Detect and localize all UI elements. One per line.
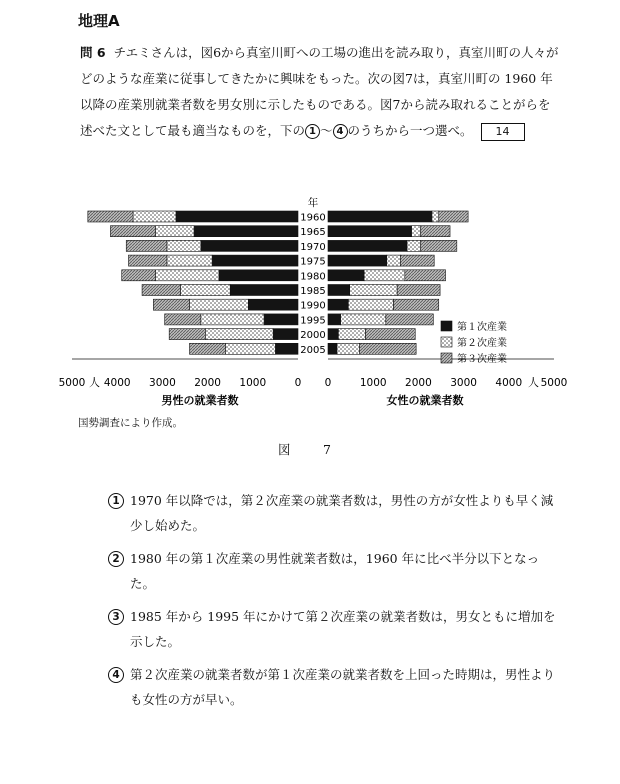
year-label-1995: 1995 bbox=[300, 315, 326, 327]
bar-male-2005-s2 bbox=[226, 343, 276, 354]
year-axis-label: 年 bbox=[307, 197, 319, 209]
bar-male-1960-s2 bbox=[133, 211, 176, 222]
bar-female-1960-s2 bbox=[432, 211, 439, 222]
bar-female-1965-s3 bbox=[421, 226, 450, 237]
year-label-2000: 2000 bbox=[300, 330, 326, 342]
bar-male-1960-s3 bbox=[88, 211, 133, 222]
year-label-1970: 1970 bbox=[300, 241, 326, 253]
option-1-text: 1970 年以降では，第２次産業の就業者数は，男性の方が女性よりも早く減少し始めた。 bbox=[130, 493, 554, 533]
male-tick-0: 0 bbox=[294, 377, 302, 389]
bar-female-1990-s2 bbox=[348, 299, 393, 310]
legend-swatch-tertiary bbox=[441, 353, 452, 363]
bar-male-1975-s1 bbox=[212, 255, 298, 266]
bar-female-1970-s1 bbox=[328, 240, 407, 251]
male-axis-label: 男性の就業者数 bbox=[161, 394, 239, 407]
answer-box[interactable]: 14 bbox=[481, 123, 525, 141]
bar-male-1970-s1 bbox=[201, 240, 298, 251]
option-4-text: 第２次産業の就業者数が第１次産業の就業者数を上回った時期は，男性よりも女性の方が早い。 bbox=[130, 667, 556, 707]
option-1[interactable] bbox=[108, 488, 558, 538]
year-label-2005: 2005 bbox=[300, 344, 326, 356]
female-axis-label: 女性の就業者数 bbox=[386, 394, 464, 407]
bar-male-1970-s3 bbox=[126, 240, 167, 251]
bar-male-1985-s1 bbox=[230, 285, 298, 296]
option-3-marker: 3 bbox=[108, 609, 124, 625]
bar-male-1995-s2 bbox=[201, 314, 264, 325]
male-tick-2000: 2000 bbox=[194, 377, 221, 389]
figure-source-note: 国勢調査により作成。 bbox=[78, 417, 183, 429]
male-tick-3000: 3000 bbox=[149, 377, 176, 389]
bar-male-1975-s2 bbox=[167, 255, 212, 266]
question-text-end: のうちから一つ選べ。 bbox=[347, 123, 473, 138]
bar-female-1960-s1 bbox=[328, 211, 432, 222]
bar-female-1990-s3 bbox=[394, 299, 439, 310]
bar-male-1990-s1 bbox=[248, 299, 298, 310]
unit-label-left: 人 bbox=[89, 376, 100, 389]
male-tick-4000: 4000 bbox=[103, 377, 131, 389]
bar-female-2005-s3 bbox=[360, 343, 417, 354]
bar-female-1980-s2 bbox=[364, 270, 405, 281]
option-3-text: 1985 年から 1995 年にかけて第２次産業の就業者数は，男女ともに増加を示した。 bbox=[130, 609, 556, 649]
bar-male-1980-s3 bbox=[122, 270, 156, 281]
bar-male-1980-s2 bbox=[156, 270, 219, 281]
bar-male-1965-s1 bbox=[194, 226, 298, 237]
bar-female-1970-s3 bbox=[421, 240, 457, 251]
question-number: 問 6 bbox=[80, 45, 106, 60]
bar-female-1975-s2 bbox=[387, 255, 401, 266]
figure-caption: 図 7 bbox=[278, 442, 341, 457]
female-tick-0: 0 bbox=[324, 377, 332, 389]
unit-label-right: 人 bbox=[528, 376, 539, 389]
year-label-1985: 1985 bbox=[300, 286, 326, 297]
bar-male-1970-s2 bbox=[167, 240, 201, 251]
range-separator: ～ bbox=[320, 123, 333, 138]
bar-female-1965-s2 bbox=[412, 226, 421, 237]
bar-female-2005-s2 bbox=[337, 343, 360, 354]
bar-male-2000-s1 bbox=[273, 329, 298, 340]
legend-label-secondary: 第２次産業 bbox=[457, 338, 507, 349]
option-2[interactable] bbox=[108, 546, 558, 596]
female-tick-3000: 3000 bbox=[450, 377, 477, 389]
bar-male-1990-s3 bbox=[153, 299, 189, 310]
option-3[interactable] bbox=[108, 604, 558, 654]
bar-male-2005-s1 bbox=[275, 343, 298, 354]
option-2-text: 1980 年の第１次産業の男性就業者数は，1960 年に比べ半分以下となった。 bbox=[130, 551, 540, 591]
year-label-1975: 1975 bbox=[300, 256, 326, 268]
bar-female-1980-s1 bbox=[328, 270, 364, 281]
bar-female-1975-s1 bbox=[328, 255, 387, 266]
choice-marker-first: 1 bbox=[305, 124, 320, 139]
legend-swatch-secondary bbox=[441, 337, 452, 347]
bar-female-1985-s1 bbox=[328, 285, 350, 296]
year-label-1980: 1980 bbox=[300, 271, 326, 283]
subject-title: 地理A bbox=[78, 12, 120, 30]
bar-male-1990-s2 bbox=[190, 299, 249, 310]
choice-marker-last: 4 bbox=[333, 124, 348, 139]
bar-female-1980-s3 bbox=[405, 270, 446, 281]
bar-male-1965-s2 bbox=[156, 226, 194, 237]
bar-female-1995-s2 bbox=[341, 314, 386, 325]
bar-male-1985-s3 bbox=[142, 285, 180, 296]
option-1-marker: 1 bbox=[108, 493, 124, 509]
chart-legend bbox=[441, 320, 507, 365]
bar-female-2000-s3 bbox=[366, 329, 416, 340]
bar-male-2005-s3 bbox=[190, 343, 226, 354]
bar-female-2000-s2 bbox=[338, 329, 365, 340]
bar-female-1995-s1 bbox=[328, 314, 341, 325]
bar-female-2005-s1 bbox=[328, 343, 337, 354]
option-2-marker: 2 bbox=[108, 551, 124, 567]
female-tick-4000: 4000 bbox=[495, 377, 523, 389]
bar-male-1965-s3 bbox=[110, 226, 155, 237]
bar-male-1980-s1 bbox=[219, 270, 298, 281]
bar-female-1995-s3 bbox=[386, 314, 433, 325]
legend-label-primary: 第１次産業 bbox=[457, 322, 507, 333]
bar-male-2000-s3 bbox=[169, 329, 205, 340]
legend-label-tertiary: 第３次産業 bbox=[457, 354, 507, 365]
bar-male-1960-s1 bbox=[176, 211, 298, 222]
bar-male-1995-s3 bbox=[165, 314, 201, 325]
option-4-marker: 4 bbox=[108, 667, 124, 683]
female-tick-1000: 1000 bbox=[359, 377, 387, 389]
bar-female-1985-s2 bbox=[350, 285, 397, 296]
legend-swatch-primary bbox=[441, 321, 452, 331]
bar-male-1995-s1 bbox=[264, 314, 298, 325]
male-tick-1000: 1000 bbox=[239, 377, 267, 389]
year-label-1990: 1990 bbox=[300, 300, 326, 312]
female-tick-5000: 5000 bbox=[540, 377, 568, 389]
answer-options bbox=[108, 488, 558, 720]
bar-female-1975-s3 bbox=[400, 255, 434, 266]
bar-female-1960-s3 bbox=[439, 211, 468, 222]
bar-male-1975-s3 bbox=[129, 255, 167, 266]
option-4[interactable] bbox=[108, 662, 558, 712]
bar-female-1985-s3 bbox=[397, 285, 440, 296]
bar-male-1985-s2 bbox=[180, 285, 230, 296]
bar-female-1970-s2 bbox=[407, 240, 421, 251]
bar-female-1965-s1 bbox=[328, 226, 412, 237]
year-label-1960: 1960 bbox=[300, 212, 326, 224]
bar-female-1990-s1 bbox=[328, 299, 348, 310]
male-tick-5000: 5000 bbox=[58, 377, 86, 389]
year-label-1965: 1965 bbox=[300, 227, 326, 239]
female-tick-2000: 2000 bbox=[405, 377, 432, 389]
question-text: チエミさんは，図6から真室川町への工場の進出を読み取り，真室川町の人々がどのような産業に従事してきたかに興味をもった。次の図7は，真室川町の 1960 年以降の産業別就業者数を男女別に示したものである。図7から読み取れることがらを述べた文として最も適当なものを，下の bbox=[80, 45, 559, 138]
bar-female-2000-s1 bbox=[328, 329, 338, 340]
bar-male-2000-s2 bbox=[205, 329, 273, 340]
